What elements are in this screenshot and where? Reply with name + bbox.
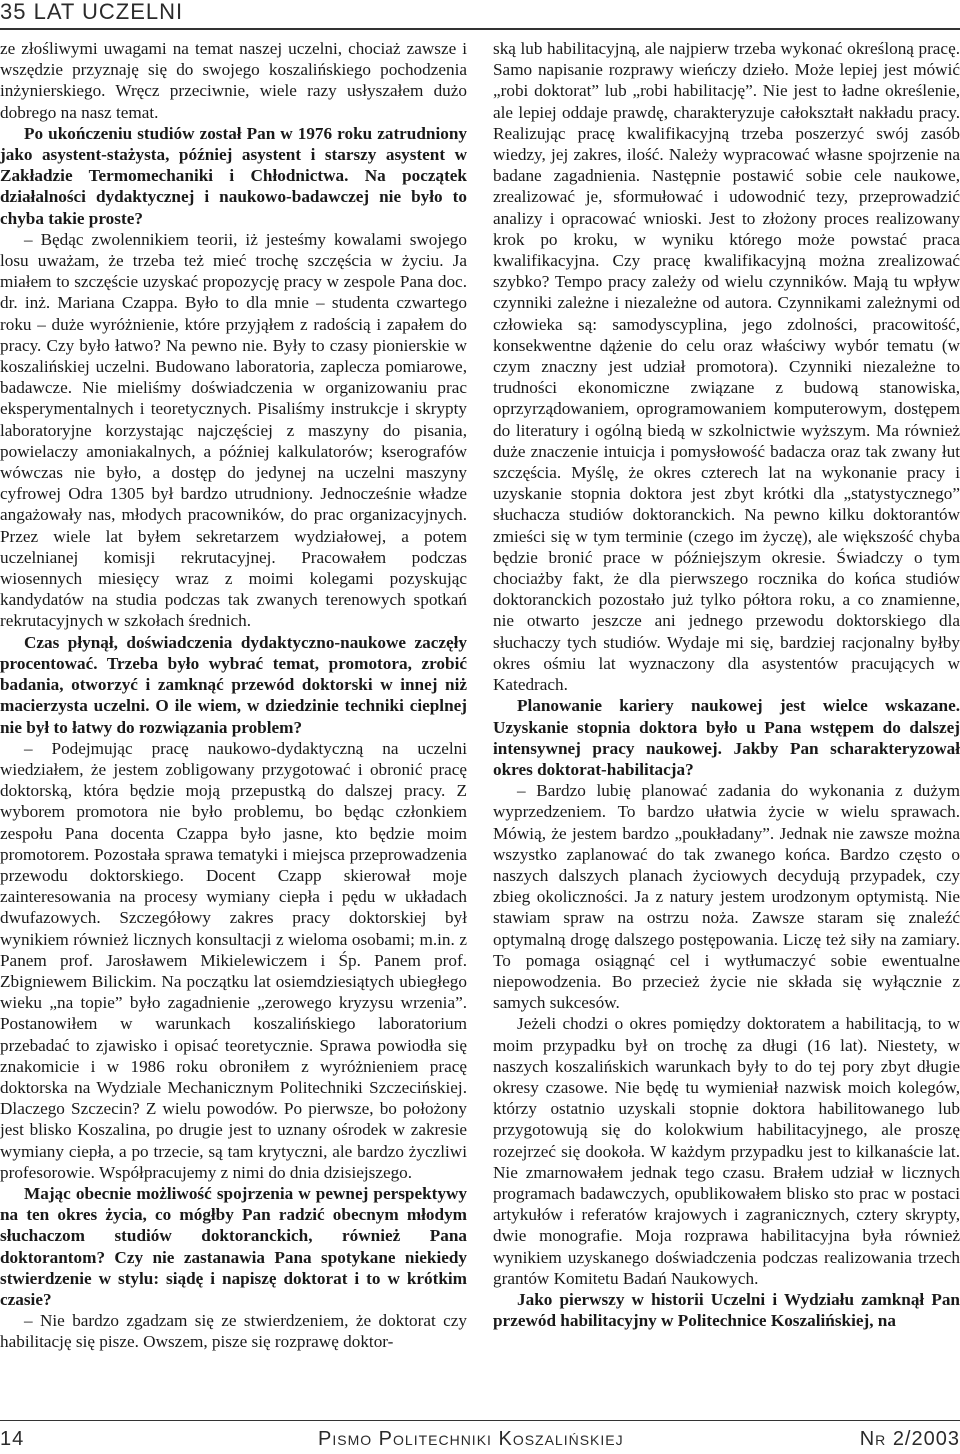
interview-question: Czas płynął, doświadczenia dydaktyczno-naukowe zaczęły procentować. Trzeba było wybrać temat, promotora, zrobić badania, otworzyć i zamknąć przewód doktorski w innej niż macierzysta uczelni. O ile wiem, w dziedzinie techniki cieplnej nie był to łatwy do rozwiązania problem? <box>0 632 467 737</box>
interview-question: Po ukończeniu studiów został Pan w 1976 roku zatrudniony jako asystent-stażysta, później asystent i starszy asystent w Zakładzie Termomechaniki i Chłodnictwa. Na początek działalności dydaktycznej i naukowo-badawczej nie było to chyba takie proste? <box>0 123 467 228</box>
footer-rule <box>0 1420 960 1421</box>
interview-paragraph: ską lub habilitacyjną, ale najpierw trzeba wykonać określoną pracę. Samo napisanie rozprawy wieńczy dzieło. Może lepiej jest mówić „robi doktorat” lub „robi habilitację”. Nie jest to ładne określenie, ale lepiej oddaje prawdę, charakteryzuje całokształt nakładu pracy. Realizując pracę kwalifikacyjną trzeba poszerzyć swój zasób wiedzy, jej zakres, ilość. Należy wypracować własne spojrzenie na badane zagadnienia. Następnie postawić sobie cele naukowe, zrealizować je, sformułować i udowodnić tezy, przeprowadzić analizy i opracować wnioski. Jest to złożony proces realizowany krok po kroku, w wyniku którego może powstać praca kwalifikacyjna. Czy pracę kwalifikacyjną można zrealizować szybko? Tempo pracy zależy od wielu czynników. Mają tu wpływ czynniki zależne i niezależne od autora. Czynnikami zależnymi od człowieka są: samodyscyplina, jego zdolności, pracowitość, konsekwentne dążenie do celu oraz właściwy wybór tematu (w czym znaczny jest udział promotora). Czynniki niezależne to trudności ekonomiczne związane z budową stanowiska, oprzyrządowaniem, oprogramowaniem komputerowym, dostępem do literatury i ogólną biedą w szkolnictwie wyższym. Ma również duże znaczenie intuicja i pomysłowość badacza oraz tak zwany łut szczęścia. Myślę, że okres czterech lat na wykonanie pracy i uzyskanie stopnia doktora jest zbyt krótki dla „statystycznego” słuchacza studiów doktoranckich. Na pewno kilku doktorantów zmieści się w tym terminie (czego im życzę), ale większość chyba będzie bronić prace w późniejszym okresie. Świadczy o tym chociażby fakt, że dla pierwszego rocznika do końca studiów doktoranckich pozostało już tylko półtora roku, a co znamienne, nie otwarto jeszcze ani jednego przewodu doktorskiego dla słuchaczy tych studiów. Wydaje mi się, bardziej racjonalny byłby okres ośmiu lat wyznaczony dla asystentów pracujących w Katedrach. <box>493 39 960 695</box>
interview-paragraph: – Nie bardzo zgadzam się ze stwierdzeniem, że doktorat czy habilitację się pisze. Owszem, pisze się rozprawę doktor- <box>0 1311 467 1352</box>
interview-question: Jako pierwszy w historii Uczelni i Wydziału zamknął Pan przewód habilitacyjny w Politechnice Koszalińskiej, na <box>493 1289 960 1331</box>
interview-question: Planowanie kariery naukowej jest wielce wskazane. Uzyskanie stopnia doktora było u Pana wstępem do dalszej intensywnej pracy naukowej. Jakby Pan scharakteryzował okres doktorat-habilitacja? <box>493 696 960 779</box>
interview-paragraph: – Bardzo lubię planować zadania do wykonania z dużym wyprzedzeniem. To bardzo ułatwia życie w wielu sprawach. Mówią, że jestem bardzo „poukładany”. Jednak nie zawsze można wszystko zaplanować do tak zwanego końca. Bardzo często o naszych dalszych planach życiowych decydują przypadek, czy zbieg okoliczności. Ja z natury jestem urodzonym optymistą. Nie stawiam spraw na ostrzu noża. Zawsze staram się znaleźć optymalną drogę dalszego postępowania. Liczę też siły na zamiary. To pomaga osiągnąć cel i wytłumaczyć sobie ewentualne niepowodzenia. Bo przecież życie nie składa się wyłącznie z samych sukcesów. <box>493 781 960 1013</box>
left-column <box>0 38 467 1403</box>
page-number: 14 <box>0 1428 25 1450</box>
header-rule <box>0 28 960 30</box>
interview-paragraph: ze złośliwymi uwagami na temat naszej uczelni, chociaż zawsze i wszędzie przyznaję się do swojego koszalińskiego pochodzenia inżynierskiego. Wręcz przeciwnie, wiele razy usłyszałem dużo dobrego na nasz temat. <box>0 39 467 122</box>
issue-number: Nr 2/2003 <box>859 1428 960 1450</box>
publication-title: Pismo Politechniki Koszalińskiej <box>318 1428 624 1450</box>
interview-paragraph: Jeżeli chodzi o okres pomiędzy doktoratem a habilitacją, to w moim przypadku był on trochę za długi (16 lat). Niestety, w naszych koszalińskich warunkach były to do tej pory zbyt długie okresy czasowe. Nie będę tu wymieniał nazwisk moich kolegów, którzy ostatnio uzyskali stopnie doktora habilitowanego lub przygotowują się do kolokwium habilitacyjnego, ale proszę rozejrzeć się dookoła. W każdym przypadku jest to kilkanaście lat. Nie zmarnowałem jednak tego czasu. Brałem udział w licznych programach badawczych, opublikowałem blisko sto prac w postaci artykułów i referatów krajowych i zagranicznych, cztery skrypty, dwie monografie. Moja rozprawa habilitacyjna była również wynikiem uzyskanego doświadczenia podczas realizowania trzech grantów Komitetu Badań Naukowych. <box>493 1014 960 1288</box>
right-column <box>493 38 960 1403</box>
running-header-title: 35 LAT UCZELNI <box>0 0 184 24</box>
interview-paragraph: – Będąc zwolennikiem teorii, iż jesteśmy kowalami swojego losu uważam, że trzeba też mieć trochę szczęścia w życiu. Ja miałem to szczęście uzyskać propozycję pracy w zespole Pana doc. dr. inż. Mariana Czappa. Było to dla mnie – studenta czwartego roku – duże wyróżnienie, które przyjąłem z radością i zapałem do pracy. Czy było łatwo? Na pewno nie. Były to czasy pionierskie w koszalińskiej uczelni. Budowano laboratoria, zaplecza pomiarowe, badawcze. Nie mieliśmy doświadczenia w organizowaniu prac eksperymentalnych i teoretycznych. Pisaliśmy instrukcje i skrypty laboratoryjne korzystając najczęściej z maszyny do pisania, powielaczy amoniakalnych, a później kalkulatorów; kserografów wówczas nie było, a dostęp do jedynej na uczelni maszyny cyfrowej Odra 1305 był bardzo utrudniony. Jednocześnie władze angażowały nas, młodych pracowników, do prac organizacyjnych. Przez wiele lat byłem sekretarzem wydziałowej, a potem uczelnianej komisji rekrutacyjnej. Pracowałem podczas wiosennych miesięcy wraz z moimi kolegami pozyskując kandydatów na studia podczas tak zwanych terenowych spotkań rekrutacyjnych w szkołach średnich. <box>0 229 467 631</box>
interview-paragraph: – Podejmując pracę naukowo-dydaktyczną na uczelni wiedziałem, że jestem zobligowany przygotować i obronić pracę doktorską, która będzie moją przepustką do dalszej pracy. Z wyborem promotora nie było problemu, bo będąc członkiem zespołu Pana docenta Czappa było jasne, kto będzie moim promotorem. Pozostała sprawa tematyki i miejsca przeprowadzenia przewodu doktorskiego. Docent Czapp skierował moje zainteresowania na procesy wymiany ciepła i pędu w układach dwufazowych. Szczegółowy zakres pracy doktorskiej był wynikiem również licznych konsultacji z wieloma osobami; m.in. z Panem prof. Jarosławem Mikielewiczem i Śp. Panem prof. Zbigniewem Bilickim. Na początku lat osiemdziesiątych ubiegłego wieku „na topie” było zagadnienie „zerowego kryzysu wrzenia”. Postanowiłem w warunkach koszalińskiego laboratorium przebadać to zjawisko i opisać teoretycznie. Sprawa powiodła się znakomicie i w 1986 roku obroniłem z wyróżnieniem pracę doktorska na Wydziale Mechanicznym Politechniki Szczecińskiej. Dlaczego Szczecin? Z wielu powodów. Po pierwsze, bo położony jest blisko Koszalina, po drugie jest to uznany ośrodek w zakresie wymiany ciepła, a po trzecie, są tam krytyczni, ale bardzo życzliwi profesorowie. Współpracujemy z nimi do dnia dzisiejszego. <box>0 738 467 1182</box>
interview-question: Mając obecnie możliwość spojrzenia w pewnej perspektywy na ten okres życia, co mógłby Pan radzić obecnym młodym słuchaczom studiów doktoranckich, również Pana doktorantom? Czy nie zastanawia Pana spotykane niekiedy stwierdzenie w stylu: siądę i napiszę doktorat i to w krótkim czasie? <box>0 1183 467 1309</box>
